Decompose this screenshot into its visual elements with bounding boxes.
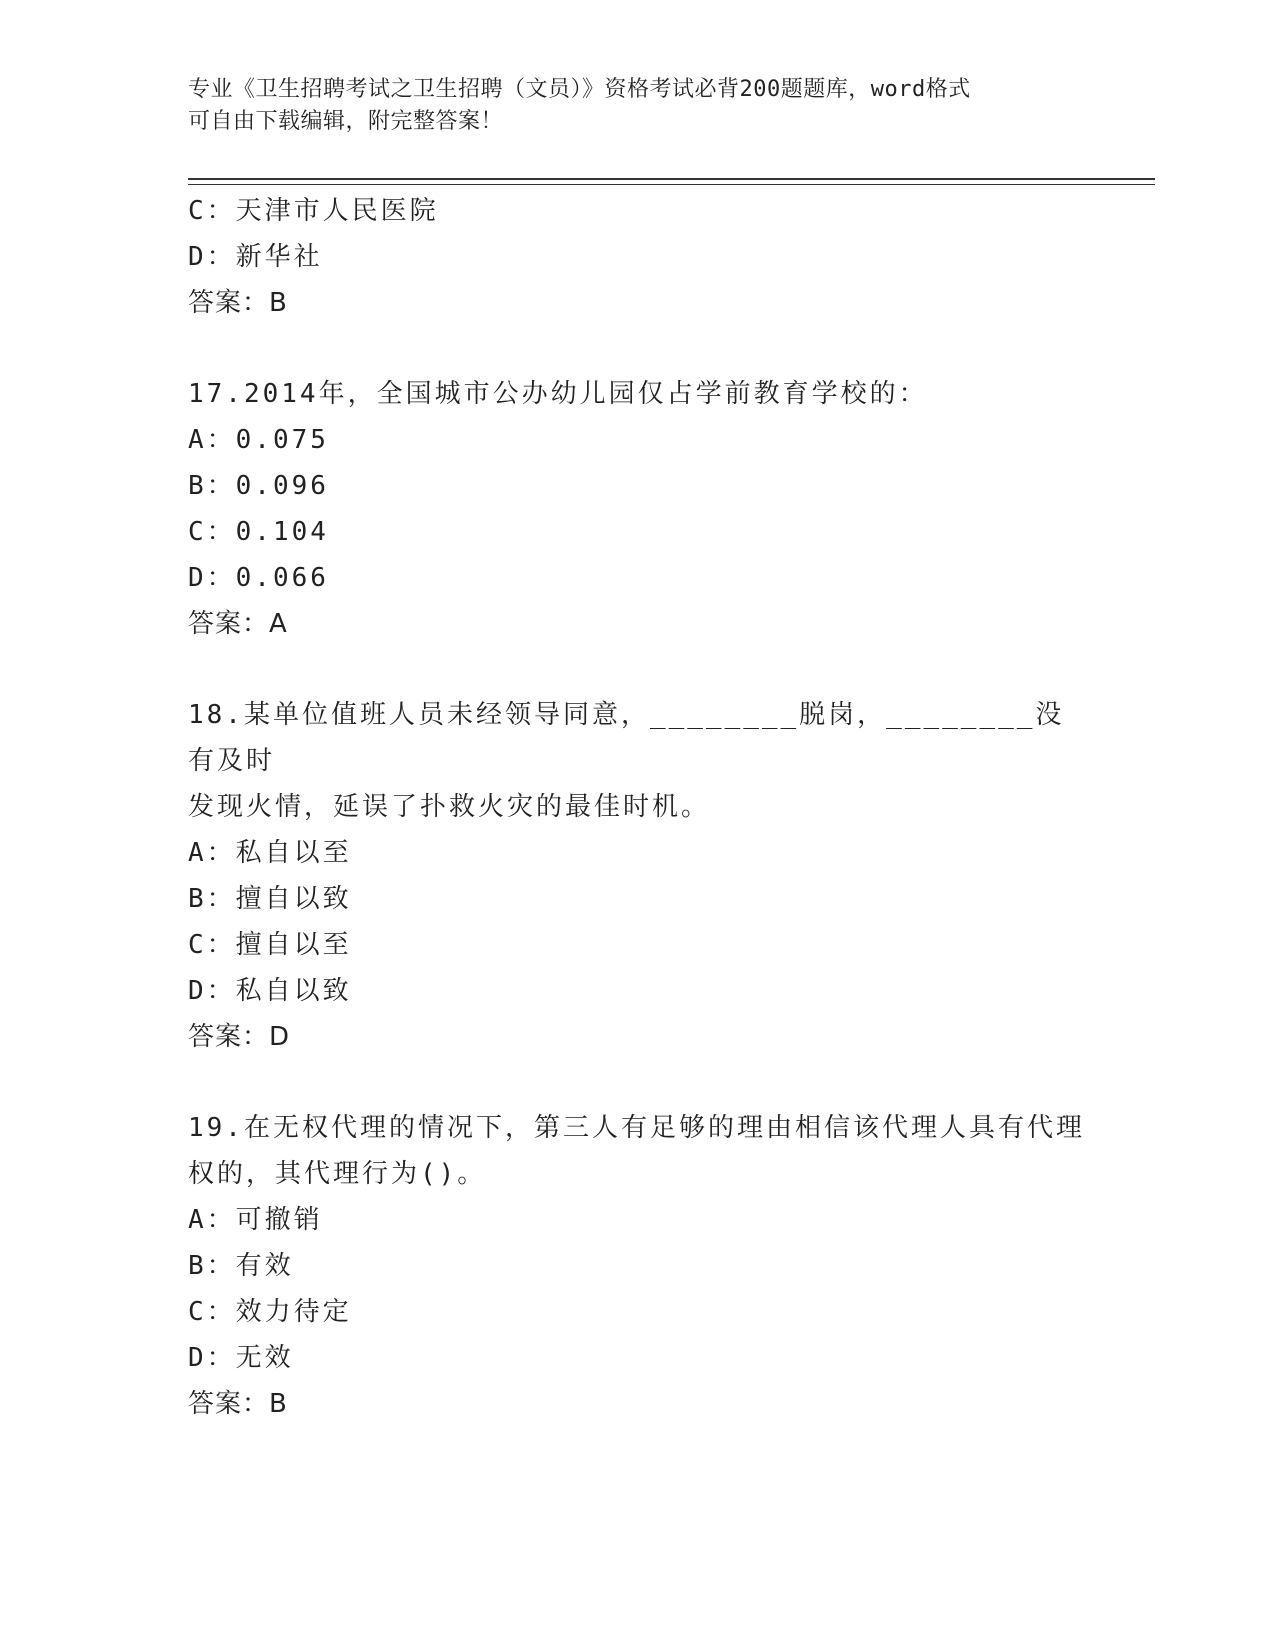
- answer-label: 答案：D: [188, 1022, 291, 1052]
- option-c: C：擅自以至: [188, 930, 352, 960]
- option-a: A：可撤销: [188, 1205, 323, 1235]
- question-list: [188, 188, 1088, 1427]
- question-17: [188, 371, 1088, 647]
- answer-label: 答案：B: [188, 288, 288, 318]
- option-d: D：新华社: [188, 242, 323, 272]
- document-header: [188, 74, 1088, 138]
- question-16-tail: [188, 188, 1088, 326]
- header-divider-thin: [188, 184, 1155, 185]
- header-line-2: 可自由下载编辑，附完整答案！: [188, 109, 504, 134]
- question-text-line-1: 18.某单位值班人员未经领导同意，________脱岗，________没有及时: [188, 700, 1065, 776]
- option-d: D：无效: [188, 1343, 294, 1373]
- option-b: B：0.096: [188, 471, 329, 501]
- option-d: D：私自以致: [188, 976, 352, 1006]
- option-a: A：私自以至: [188, 838, 352, 868]
- header-divider: [188, 178, 1155, 180]
- option-b: B：擅自以致: [188, 884, 352, 914]
- question-text: 17.2014年，全国城市公办幼儿园仅占学前教育学校的：: [188, 379, 928, 409]
- option-b: B：有效: [188, 1251, 294, 1281]
- question-18: [188, 692, 1088, 1060]
- question-text-line-2: 权的，其代理行为()。: [188, 1159, 487, 1189]
- option-d: D：0.066: [188, 563, 329, 593]
- option-c: C：效力待定: [188, 1297, 352, 1327]
- question-19: [188, 1105, 1088, 1427]
- answer-label: 答案：B: [188, 1389, 288, 1419]
- answer-label: 答案：A: [188, 609, 288, 639]
- header-line-1: 专业《卫生招聘考试之卫生招聘（文员）》资格考试必背200题题库，word格式: [188, 77, 971, 102]
- option-a: A：0.075: [188, 425, 329, 455]
- question-text-line-2: 发现火情，延误了扑救火灾的最佳时机。: [188, 792, 711, 822]
- option-c: C：天津市人民医院: [188, 196, 439, 226]
- question-text-line-1: 19.在无权代理的情况下，第三人有足够的理由相信该代理人具有代理: [188, 1113, 1085, 1143]
- option-c: C：0.104: [188, 517, 329, 547]
